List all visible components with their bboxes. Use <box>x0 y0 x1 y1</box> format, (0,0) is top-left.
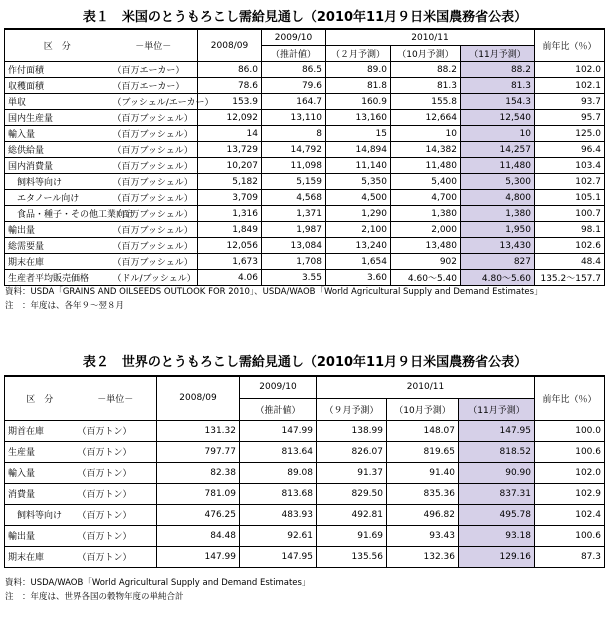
cell-prev2: 4.06 <box>198 270 262 286</box>
cell-prev2: 147.99 <box>157 546 240 567</box>
header-oct: （10月予測） <box>391 46 461 62</box>
table-row <box>5 441 605 462</box>
row-unit: （百万ブッシェル） <box>110 174 198 190</box>
table2-note: 注 ：年度は、世界各国の穀物年度の単純合計 <box>5 592 184 602</box>
row-unit: （百万トン） <box>75 525 157 546</box>
cell-prev1: 147.95 <box>240 546 317 567</box>
header-unit: －単位－ <box>110 29 198 62</box>
row-unit: （百万ブッシェル） <box>110 126 198 142</box>
table-row <box>5 483 605 504</box>
row-label: 単収 <box>5 94 110 110</box>
cell-ratio: 100.7 <box>535 206 605 222</box>
cell-prev2: 153.9 <box>198 94 262 110</box>
cell-nov: 14,257 <box>461 142 535 158</box>
cell-oct: 81.3 <box>391 78 461 94</box>
cell-ratio: 102.0 <box>535 62 605 78</box>
world-corn-table <box>4 375 605 568</box>
cell-early: 135.56 <box>317 546 387 567</box>
table-row <box>5 94 605 110</box>
cell-prev2: 5,182 <box>198 174 262 190</box>
row-label: 輸出量 <box>5 222 110 238</box>
cell-nov: 495.78 <box>459 504 535 525</box>
row-label: 食品・種子・その他工業向け <box>5 206 110 222</box>
table-row <box>5 62 605 78</box>
cell-early: 91.37 <box>317 462 387 483</box>
cell-prev1: 813.64 <box>240 441 317 462</box>
cell-nov: 1,950 <box>461 222 535 238</box>
table-row <box>5 222 605 238</box>
header-2009: 2009/10 <box>240 376 317 398</box>
cell-early: 14,894 <box>326 142 391 158</box>
cell-oct: 5,400 <box>391 174 461 190</box>
cell-oct: 11,480 <box>391 158 461 174</box>
cell-prev2: 1,316 <box>198 206 262 222</box>
cell-prev2: 131.32 <box>157 420 240 441</box>
cell-early: 4,500 <box>326 190 391 206</box>
row-label: 消費量 <box>5 483 75 504</box>
table-row <box>5 174 605 190</box>
cell-prev1: 11,098 <box>262 158 326 174</box>
cell-prev2: 12,056 <box>198 238 262 254</box>
cell-prev2: 86.0 <box>198 62 262 78</box>
row-label: 飼料等向け <box>5 174 110 190</box>
cell-oct: 819.65 <box>387 441 459 462</box>
cell-ratio: 135.2～157.7 <box>535 270 605 286</box>
cell-nov: 10 <box>461 126 535 142</box>
cell-ratio: 103.4 <box>535 158 605 174</box>
cell-ratio: 102.0 <box>535 462 605 483</box>
header-2010: 2010/11 <box>317 376 535 398</box>
row-label: 総需要量 <box>5 238 110 254</box>
row-label: 期末在庫 <box>5 546 75 567</box>
row-unit: （百万ブッシェル） <box>110 110 198 126</box>
cell-prev1: 5,159 <box>262 174 326 190</box>
cell-prev1: 79.6 <box>262 78 326 94</box>
header-sep: （９月予測） <box>317 398 387 420</box>
cell-oct: 496.82 <box>387 504 459 525</box>
row-unit: （百万ブッシェル） <box>110 206 198 222</box>
table-row <box>5 254 605 270</box>
header-oct: （10月予測） <box>387 398 459 420</box>
header-2010: 2010/11 <box>326 29 535 46</box>
cell-nov: 837.31 <box>459 483 535 504</box>
cell-ratio: 102.9 <box>535 483 605 504</box>
row-unit: （百万トン） <box>75 420 157 441</box>
cell-prev1: 86.5 <box>262 62 326 78</box>
cell-oct: 14,382 <box>391 142 461 158</box>
cell-prev2: 13,729 <box>198 142 262 158</box>
row-unit: （百万ブッシェル） <box>110 158 198 174</box>
cell-prev2: 781.09 <box>157 483 240 504</box>
cell-ratio: 100.0 <box>535 420 605 441</box>
cell-early: 89.0 <box>326 62 391 78</box>
row-label: 期首在庫 <box>5 420 75 441</box>
cell-nov: 12,540 <box>461 110 535 126</box>
table1-note: 注 ：年度は、各年９～翌８月 <box>5 301 125 311</box>
header-2009: 2009/10 <box>262 29 326 46</box>
cell-nov: 11,480 <box>461 158 535 174</box>
table1-source: 資料：USDA「GRAINS AND OILSEEDS OUTLOOK FOR 2010」、USDA/WAOB「World Agricultural Supply and Demand Estimates」 <box>5 287 543 297</box>
cell-nov: 154.3 <box>461 94 535 110</box>
cell-ratio: 102.1 <box>535 78 605 94</box>
cell-oct: 1,380 <box>391 206 461 222</box>
cell-prev2: 797.77 <box>157 441 240 462</box>
table1-title: 表１ 米国のとうもろこし需給見通し（2010年11月９日米国農務省公表） <box>82 10 528 25</box>
cell-nov: 147.95 <box>459 420 535 441</box>
us-corn-table <box>4 28 605 286</box>
cell-ratio: 93.7 <box>535 94 605 110</box>
row-label: 期末在庫 <box>5 254 110 270</box>
row-unit: （百万トン） <box>75 546 157 567</box>
cell-prev2: 1,673 <box>198 254 262 270</box>
cell-prev1: 13,110 <box>262 110 326 126</box>
cell-prev1: 14,792 <box>262 142 326 158</box>
cell-nov: 81.3 <box>461 78 535 94</box>
cell-ratio: 98.1 <box>535 222 605 238</box>
row-label: 総供給量 <box>5 142 110 158</box>
cell-early: 829.50 <box>317 483 387 504</box>
header-kubun: 区 分 <box>5 376 75 420</box>
cell-prev2: 82.38 <box>157 462 240 483</box>
table1-notes <box>5 285 543 313</box>
cell-prev1: 813.68 <box>240 483 317 504</box>
cell-prev2: 10,207 <box>198 158 262 174</box>
table-row <box>5 420 605 441</box>
cell-oct: 148.07 <box>387 420 459 441</box>
cell-oct: 4.60～5.40 <box>391 270 461 286</box>
row-unit: （百万ブッシェル） <box>110 190 198 206</box>
cell-nov: 827 <box>461 254 535 270</box>
row-unit: （百万エーカー） <box>110 78 198 94</box>
header-unit: －単位－ <box>75 376 157 420</box>
table-row <box>5 158 605 174</box>
cell-prev2: 1,849 <box>198 222 262 238</box>
cell-nov: 129.16 <box>459 546 535 567</box>
cell-nov: 4.80～5.60 <box>461 270 535 286</box>
cell-early: 91.69 <box>317 525 387 546</box>
cell-ratio: 48.4 <box>535 254 605 270</box>
cell-early: 11,140 <box>326 158 391 174</box>
cell-ratio: 100.6 <box>535 525 605 546</box>
cell-oct: 2,000 <box>391 222 461 238</box>
row-label: 輸入量 <box>5 126 110 142</box>
cell-prev2: 3,709 <box>198 190 262 206</box>
cell-nov: 90.90 <box>459 462 535 483</box>
cell-oct: 10 <box>391 126 461 142</box>
cell-early: 160.9 <box>326 94 391 110</box>
cell-oct: 13,480 <box>391 238 461 254</box>
cell-nov: 13,430 <box>461 238 535 254</box>
cell-prev2: 14 <box>198 126 262 142</box>
cell-oct: 835.36 <box>387 483 459 504</box>
cell-nov: 818.52 <box>459 441 535 462</box>
cell-early: 3.60 <box>326 270 391 286</box>
table2-source: 資料：USDA/WAOB「World Agricultural Supply and Demand Estimates」 <box>5 578 311 588</box>
cell-oct: 93.43 <box>387 525 459 546</box>
cell-oct: 132.36 <box>387 546 459 567</box>
cell-early: 492.81 <box>317 504 387 525</box>
row-label: エタノール向け <box>5 190 110 206</box>
cell-prev1: 13,084 <box>262 238 326 254</box>
cell-prev1: 147.99 <box>240 420 317 441</box>
header-estimate: （推計値） <box>240 398 317 420</box>
row-label: 生産量 <box>5 441 75 462</box>
cell-prev2: 12,092 <box>198 110 262 126</box>
cell-oct: 12,664 <box>391 110 461 126</box>
table-row <box>5 546 605 567</box>
cell-prev1: 1,371 <box>262 206 326 222</box>
table-row <box>5 126 605 142</box>
cell-prev2: 84.48 <box>157 525 240 546</box>
cell-nov: 93.18 <box>459 525 535 546</box>
cell-prev1: 92.61 <box>240 525 317 546</box>
row-unit: （ドル/ブッシェル） <box>110 270 198 286</box>
table-row <box>5 270 605 286</box>
cell-early: 15 <box>326 126 391 142</box>
cell-prev1: 89.08 <box>240 462 317 483</box>
table-row <box>5 238 605 254</box>
table2-title: 表２ 世界のとうもろこし需給見通し（2010年11月９日米国農務省公表） <box>82 355 528 370</box>
header-feb: （２月予測） <box>326 46 391 62</box>
cell-ratio: 125.0 <box>535 126 605 142</box>
row-unit: （百万ブッシェル） <box>110 142 198 158</box>
cell-nov: 88.2 <box>461 62 535 78</box>
row-label: 作付面積 <box>5 62 110 78</box>
row-unit: （百万トン） <box>75 483 157 504</box>
row-unit: （百万トン） <box>75 462 157 483</box>
row-label: 飼料等向け <box>5 504 75 525</box>
cell-nov: 5,300 <box>461 174 535 190</box>
row-unit: （百万トン） <box>75 504 157 525</box>
cell-prev2: 78.6 <box>198 78 262 94</box>
row-unit: （百万エーカー） <box>110 62 198 78</box>
cell-early: 81.8 <box>326 78 391 94</box>
table-row <box>5 78 605 94</box>
cell-nov: 4,800 <box>461 190 535 206</box>
row-label: 生産者平均販売価格 <box>5 270 110 286</box>
cell-prev1: 8 <box>262 126 326 142</box>
cell-early: 13,160 <box>326 110 391 126</box>
cell-ratio: 100.6 <box>535 441 605 462</box>
cell-prev1: 164.7 <box>262 94 326 110</box>
cell-early: 1,290 <box>326 206 391 222</box>
row-unit: （百万トン） <box>75 441 157 462</box>
cell-ratio: 105.1 <box>535 190 605 206</box>
header-kubun: 区 分 <box>5 29 110 62</box>
header-ratio: 前年比（％） <box>535 376 605 420</box>
row-label: 輸入量 <box>5 462 75 483</box>
cell-ratio: 96.4 <box>535 142 605 158</box>
cell-early: 826.07 <box>317 441 387 462</box>
cell-ratio: 87.3 <box>535 546 605 567</box>
table-row <box>5 190 605 206</box>
row-label: 収穫面積 <box>5 78 110 94</box>
header-2008: 2008/09 <box>157 376 240 420</box>
header-estimate: （推計値） <box>262 46 326 62</box>
cell-ratio: 102.7 <box>535 174 605 190</box>
cell-prev1: 483.93 <box>240 504 317 525</box>
header-nov: （11月予測） <box>459 398 535 420</box>
cell-early: 2,100 <box>326 222 391 238</box>
cell-early: 5,350 <box>326 174 391 190</box>
cell-prev1: 4,568 <box>262 190 326 206</box>
cell-ratio: 95.7 <box>535 110 605 126</box>
row-unit: （百万ブッシェル） <box>110 222 198 238</box>
table-row <box>5 462 605 483</box>
header-nov: （11月予測） <box>461 46 535 62</box>
table2-notes <box>5 576 310 604</box>
row-unit: （ブッシェル/エーカー） <box>110 94 198 110</box>
cell-prev1: 1,708 <box>262 254 326 270</box>
header-ratio: 前年比（％） <box>535 29 605 62</box>
cell-oct: 91.40 <box>387 462 459 483</box>
row-label: 国内生産量 <box>5 110 110 126</box>
cell-oct: 88.2 <box>391 62 461 78</box>
cell-prev1: 3.55 <box>262 270 326 286</box>
cell-ratio: 102.6 <box>535 238 605 254</box>
cell-nov: 1,380 <box>461 206 535 222</box>
cell-early: 138.99 <box>317 420 387 441</box>
table-row <box>5 110 605 126</box>
row-unit: （百万ブッシェル） <box>110 254 198 270</box>
table-row <box>5 142 605 158</box>
row-label: 輸出量 <box>5 525 75 546</box>
cell-early: 13,240 <box>326 238 391 254</box>
row-unit: （百万ブッシェル） <box>110 238 198 254</box>
cell-early: 1,654 <box>326 254 391 270</box>
table-row <box>5 525 605 546</box>
cell-prev2: 476.25 <box>157 504 240 525</box>
cell-oct: 155.8 <box>391 94 461 110</box>
table-row <box>5 504 605 525</box>
cell-oct: 902 <box>391 254 461 270</box>
header-2008: 2008/09 <box>198 29 262 62</box>
cell-prev1: 1,987 <box>262 222 326 238</box>
cell-oct: 4,700 <box>391 190 461 206</box>
table-row <box>5 206 605 222</box>
row-label: 国内消費量 <box>5 158 110 174</box>
cell-ratio: 102.4 <box>535 504 605 525</box>
